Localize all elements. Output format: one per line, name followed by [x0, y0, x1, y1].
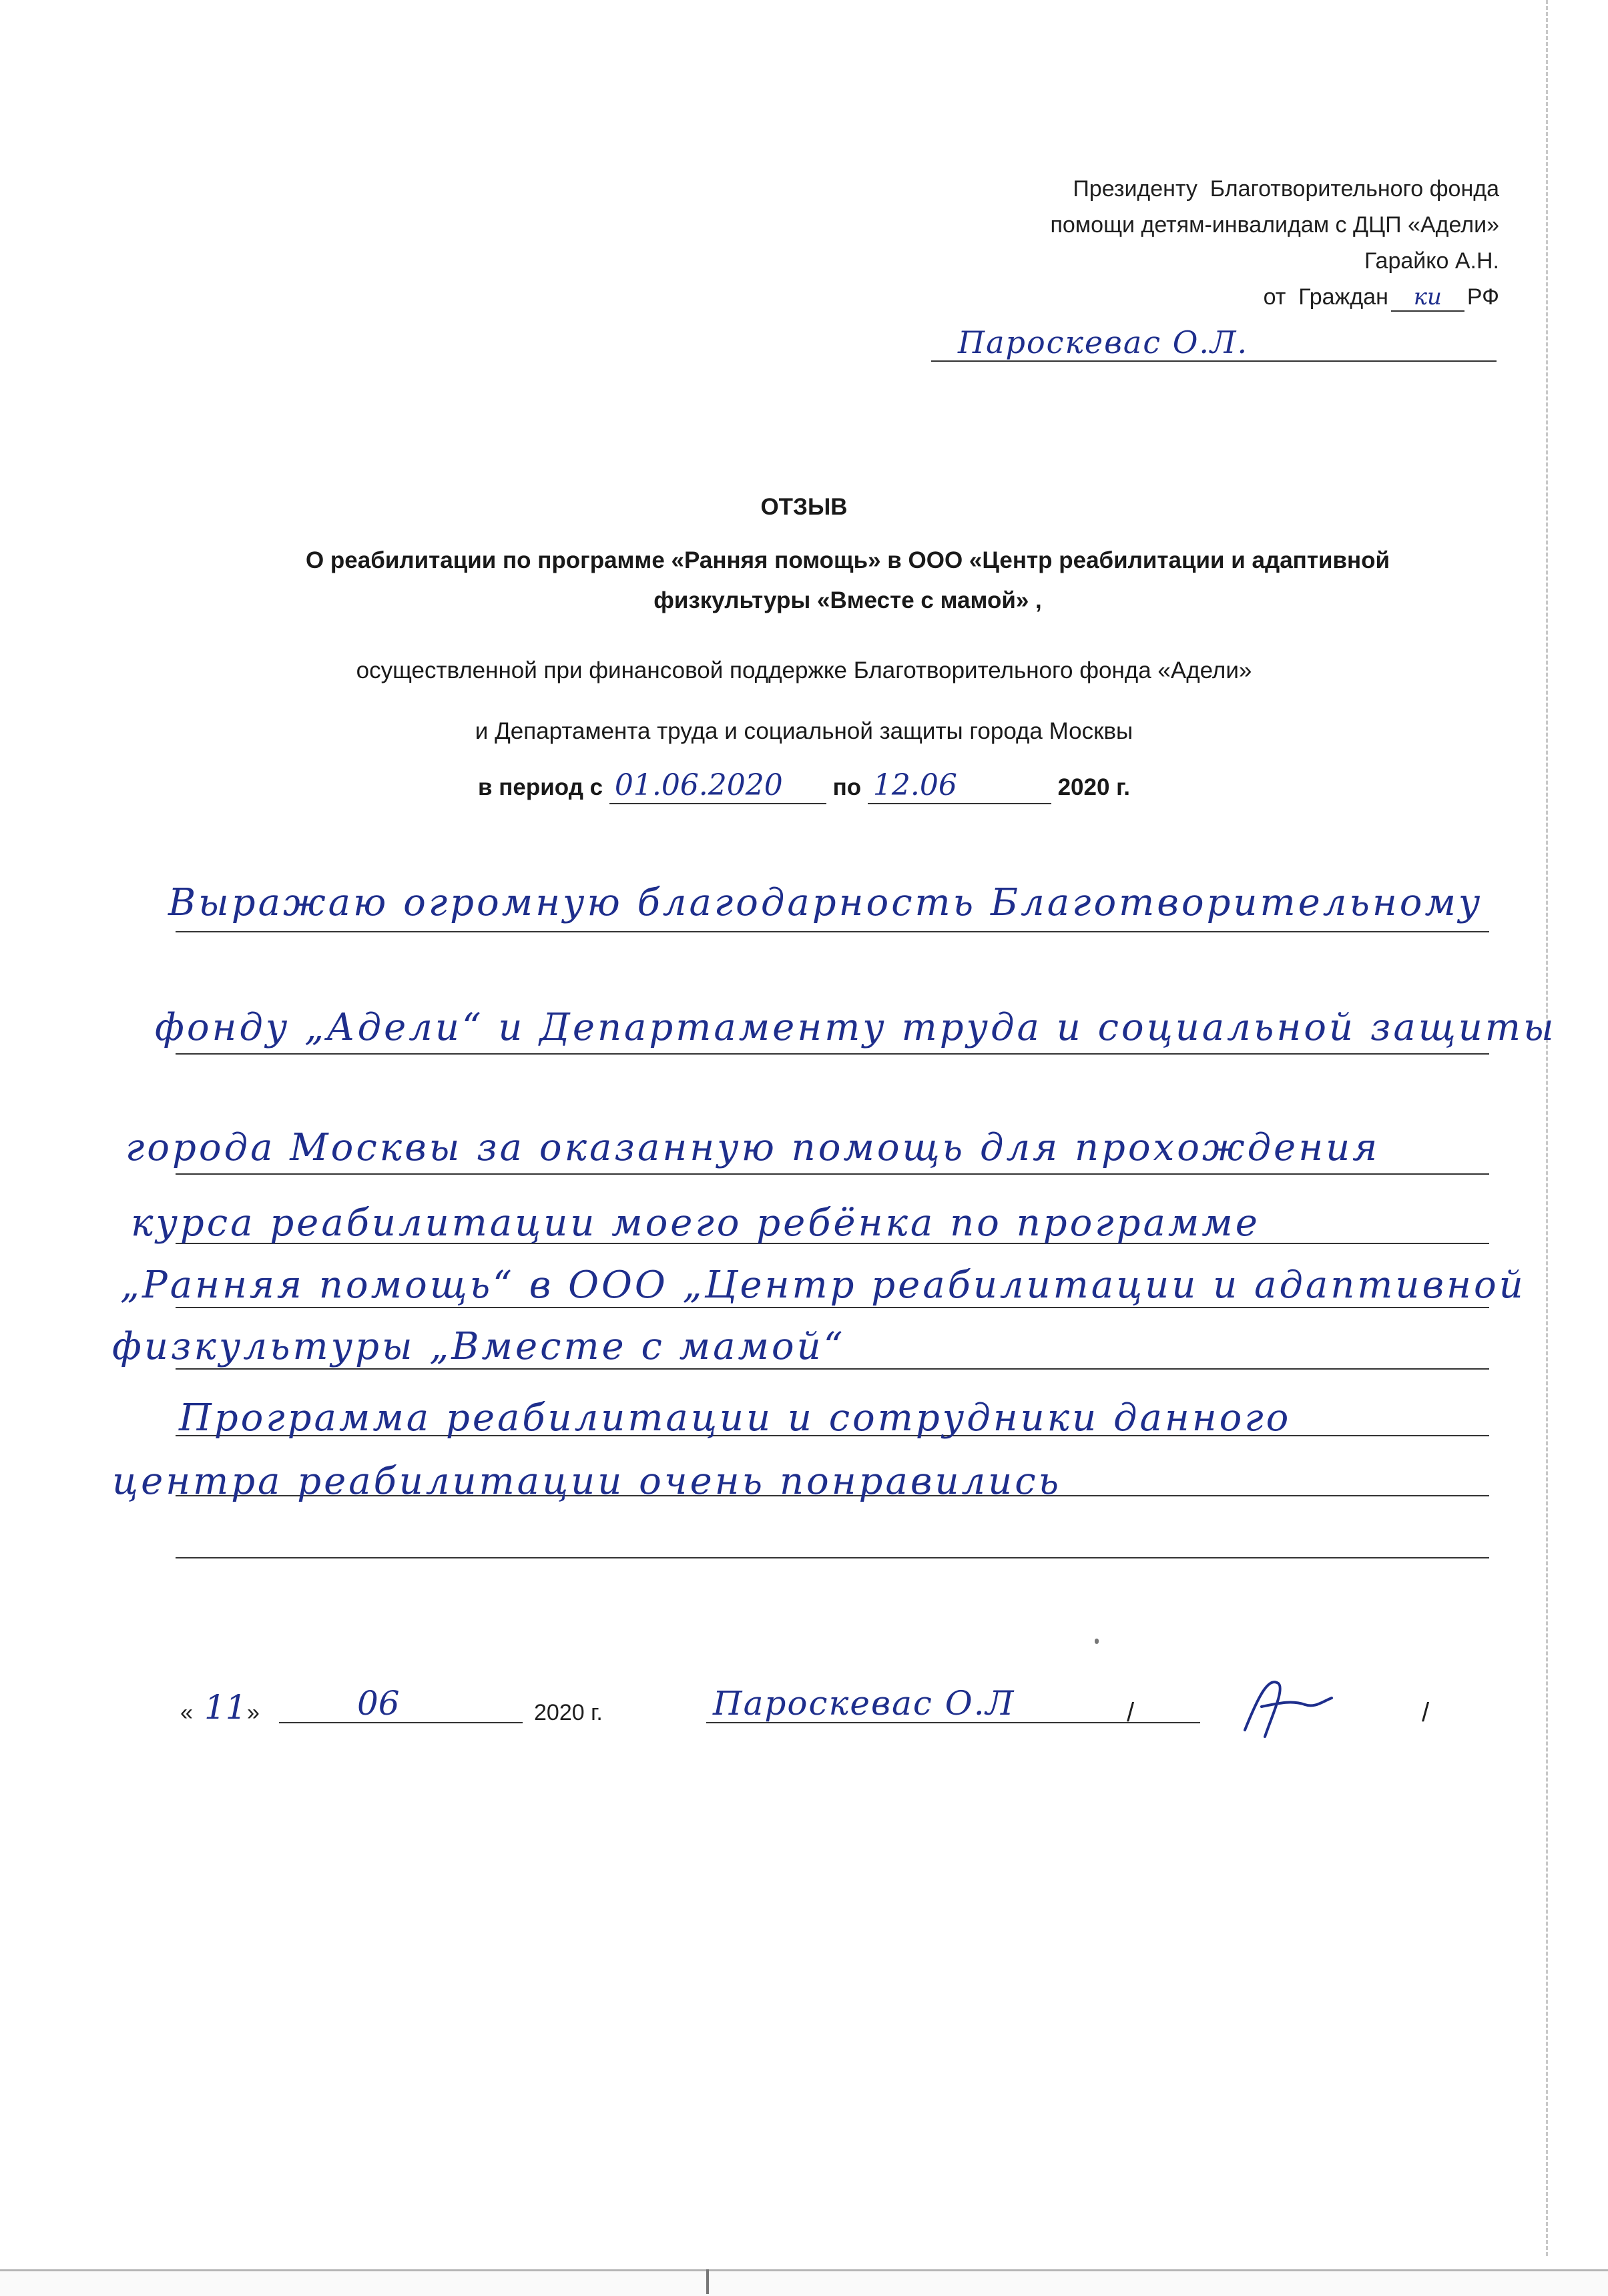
writing-rule	[176, 1053, 1489, 1055]
period-prefix: в период с	[478, 774, 603, 800]
scan-edge-bottom	[0, 2269, 1608, 2296]
writing-rule	[176, 931, 1489, 932]
document-subtitle	[200, 541, 1495, 621]
from-suffix: РФ	[1466, 284, 1499, 310]
funding-line: осуществленной при финансовой поддержке Благотворительного фонда «Адели»	[356, 657, 1252, 683]
date-day-field: 11	[204, 1688, 247, 1727]
handwritten-line-4: курса реабилитации моего ребёнка по программе	[131, 1201, 1260, 1245]
subtitle-line-1: О реабилитации по программе «Ранняя помощь» в ООО «Центр реабилитации и адаптивной	[305, 547, 1390, 573]
from-prefix: от Граждан	[1263, 284, 1388, 310]
scan-edge-tick	[706, 2269, 709, 2294]
document-title: ОТЗЫВ	[760, 494, 848, 520]
sender-name-field: Пароскевас О.Л.	[931, 323, 1497, 362]
date-year: 2020 г.	[534, 1700, 603, 1725]
writing-rule	[176, 1368, 1489, 1370]
period-suffix: 2020 г.	[1057, 774, 1130, 800]
writing-rule	[176, 1173, 1489, 1175]
writing-rule	[176, 1307, 1489, 1308]
handwritten-line-1: Выражаю огромную благодарность Благотворительному	[168, 881, 1483, 924]
period-from-field: 01.06.2020	[609, 768, 826, 804]
signature-separator-1: /	[1127, 1698, 1135, 1727]
addressee-line-3: Гарайко А.Н.	[1364, 248, 1499, 274]
period-line	[0, 768, 1608, 808]
addressee-block	[1050, 171, 1499, 315]
signature-separator-2: /	[1422, 1698, 1430, 1727]
scan-edge-right	[1546, 0, 1548, 2256]
period-mid: по	[832, 774, 862, 800]
from-handwritten-suffix: ки	[1391, 284, 1464, 312]
scan-speck	[1095, 1639, 1099, 1644]
handwritten-line-8: центра реабилитации очень понравились	[112, 1460, 1062, 1503]
handwritten-line-3: города Москвы за оказанную помощь для прохождения	[125, 1126, 1380, 1169]
date-month-field: 06	[357, 1684, 400, 1723]
handwritten-line-5: „Ранняя помощь“ в ООО „Центр реабилитации и адаптивной	[120, 1263, 1526, 1307]
signer-name-field: Пароскевас О.Л	[713, 1684, 1015, 1723]
date-quote-close: »	[247, 1700, 260, 1725]
date-quote-open: «	[180, 1700, 193, 1725]
handwritten-signature	[1232, 1670, 1338, 1743]
writing-rule	[176, 1557, 1489, 1558]
period-to-field: 12.06	[868, 768, 1051, 804]
handwritten-line-2: фонду „Адели“ и Департаменту труда и социальной защиты	[155, 1006, 1557, 1049]
addressee-from-line	[1050, 279, 1499, 315]
addressee-line-1: Президенту Благотворительного фонда	[1073, 176, 1499, 202]
subtitle-line-2: физкультуры «Вместе с мамой» ,	[653, 587, 1042, 613]
department-line: и Департамента труда и социальной защиты города Москвы	[475, 718, 1133, 744]
handwritten-line-6: физкультуры „Вместе с мамой“	[112, 1325, 846, 1368]
date-month-underline	[279, 1686, 523, 1723]
addressee-line-2: помощи детям-инвалидам с ДЦП «Адели»	[1050, 212, 1499, 238]
handwritten-line-7: Программа реабилитации и сотрудники данного	[179, 1396, 1292, 1440]
